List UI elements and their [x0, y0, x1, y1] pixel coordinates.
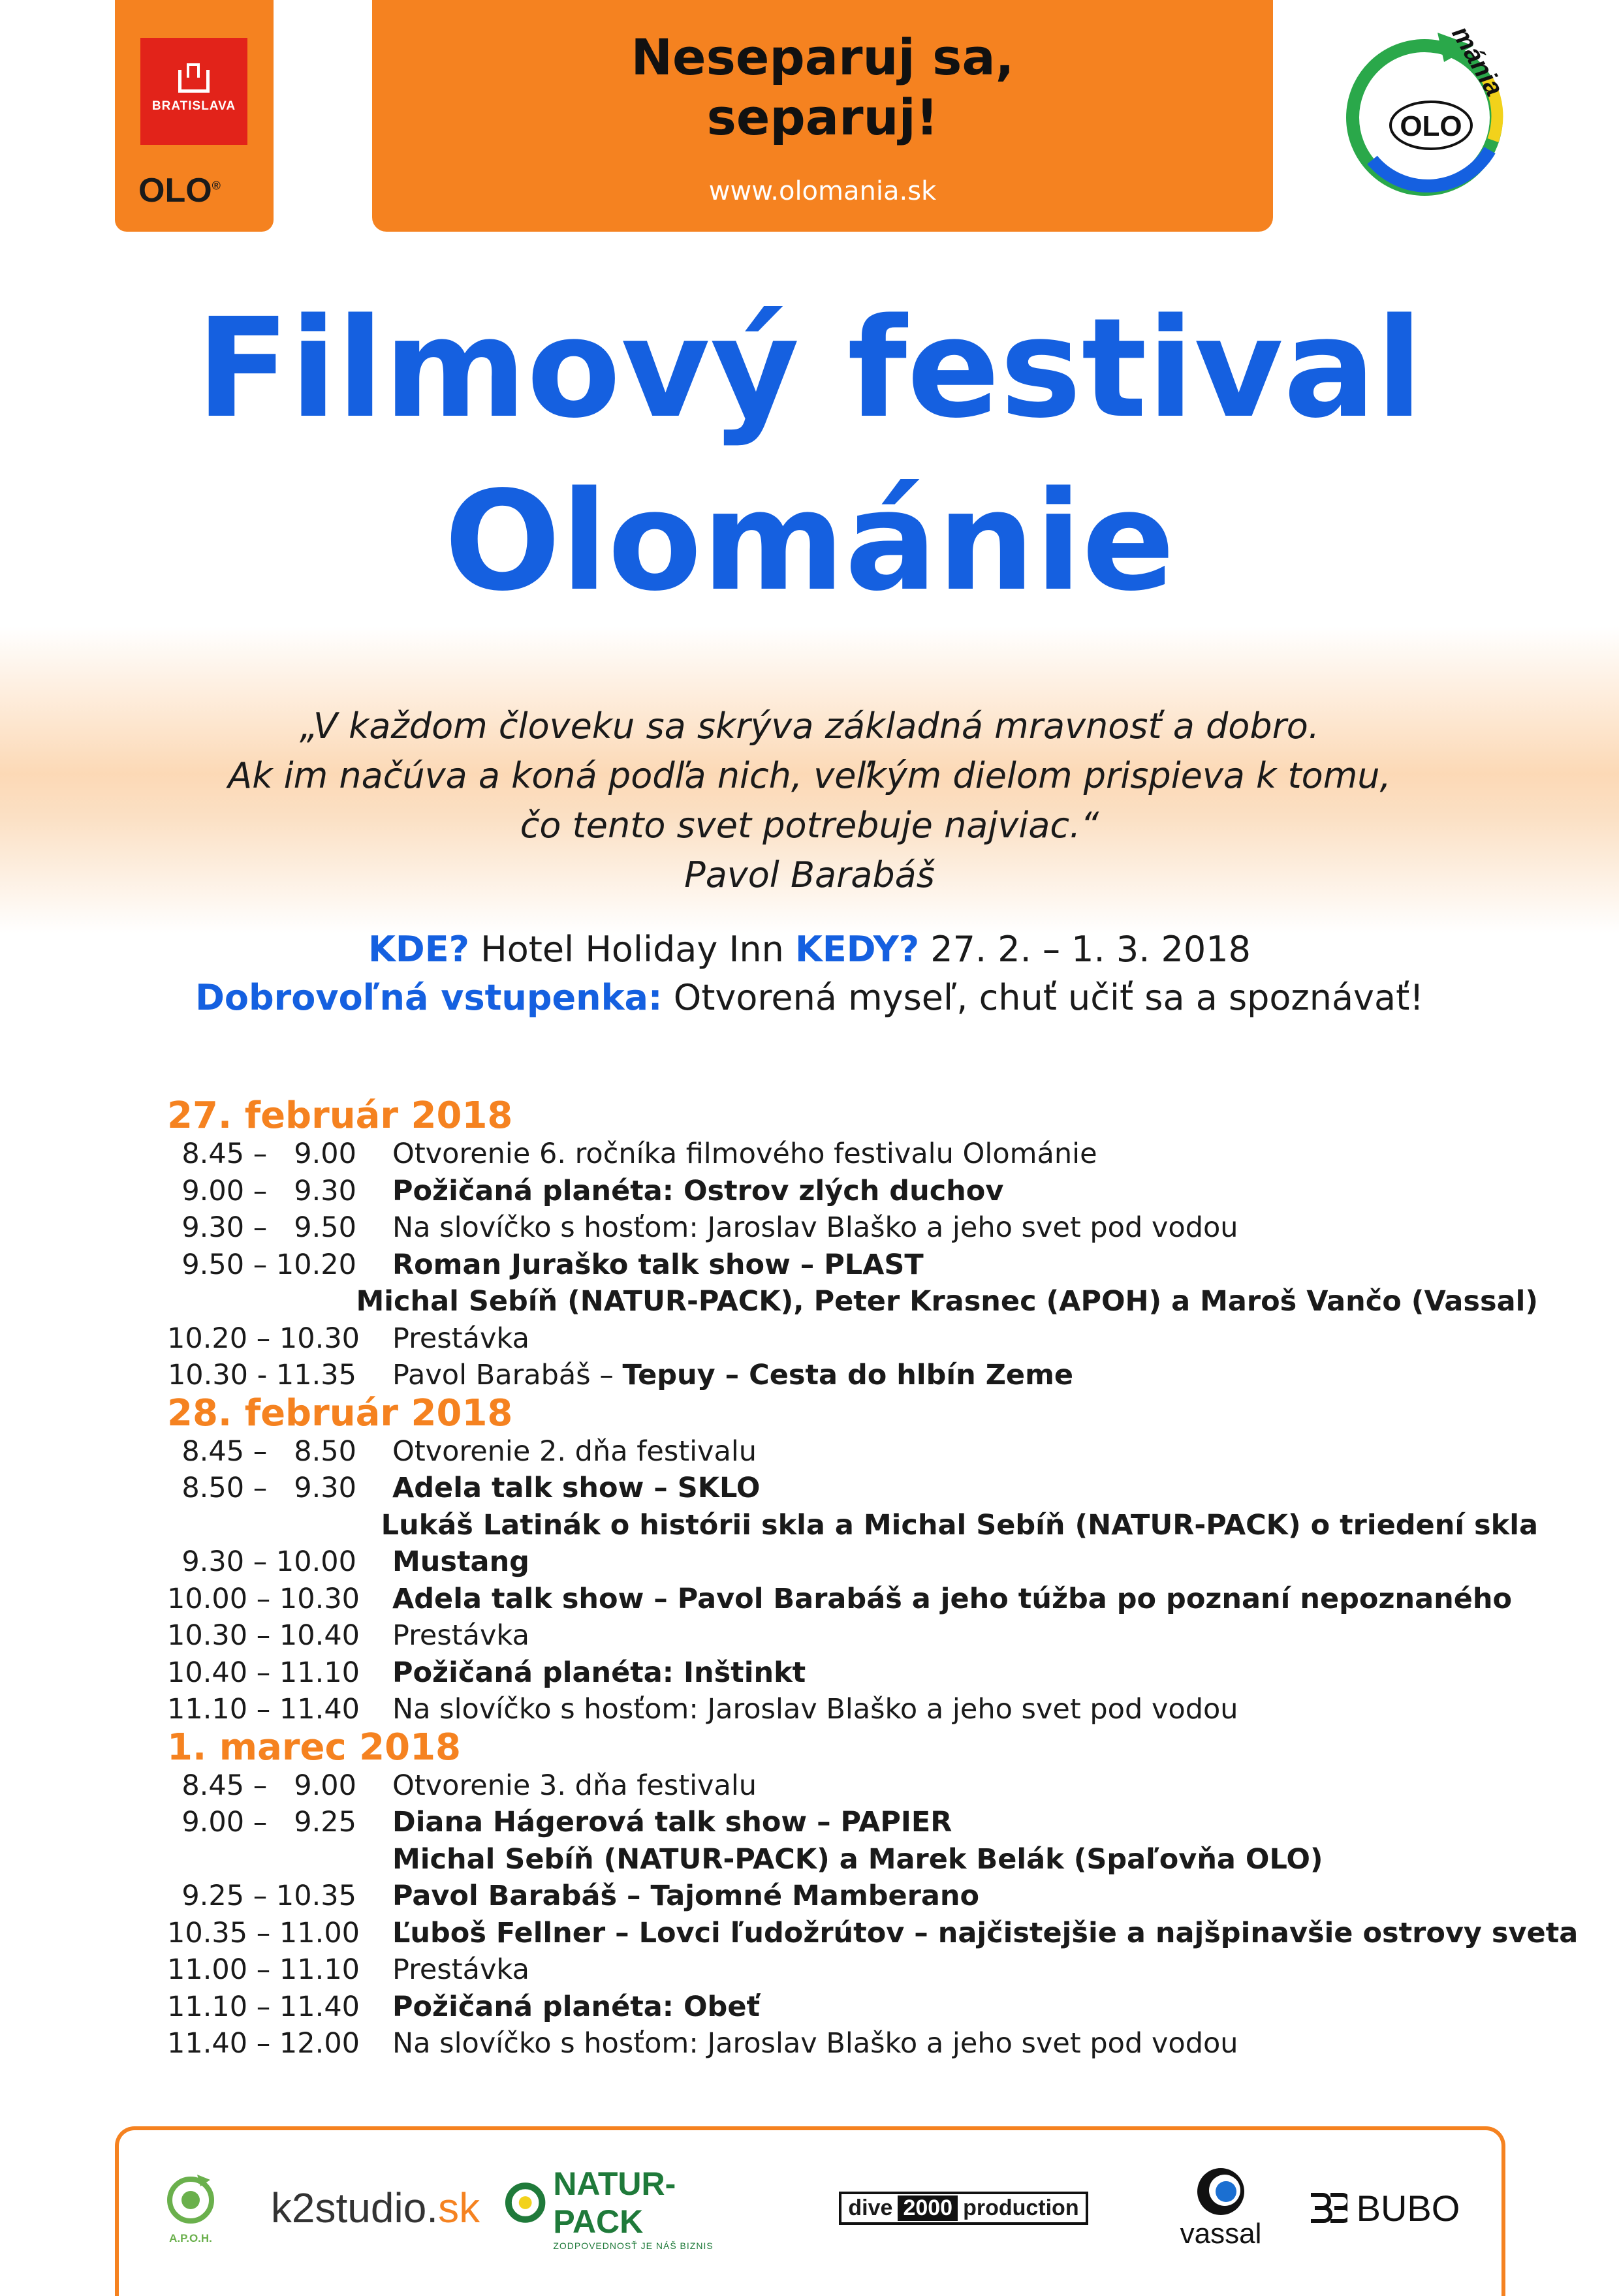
- schedule-program: [356, 1470, 760, 1507]
- schedule-row: [167, 1915, 1579, 1952]
- schedule-row: [167, 1136, 1538, 1173]
- schedule-time: 11.10 – 11.40: [167, 1693, 360, 1726]
- schedule-program-title: Na slovíčko s hosťom: Jaroslav Blaško a jeho svet pod vodou: [392, 1693, 1238, 1726]
- schedule-time: 11.10 – 11.40: [167, 1990, 360, 2023]
- schedule-program-title: Prestávka: [392, 1953, 529, 1986]
- slogan-banner: [372, 0, 1273, 232]
- vassal-logo: vassal: [1169, 2165, 1273, 2250]
- schedule-row: [167, 2025, 1538, 2062]
- schedule-row: [167, 1951, 1538, 1989]
- schedule-time: 10.30 - 11.35: [167, 1359, 356, 1391]
- schedule-program: [356, 1691, 1238, 1728]
- natur-pack-recycle-icon: [503, 2180, 548, 2226]
- schedule-day-heading: 1. marec 2018: [167, 1726, 462, 1769]
- bratislava-logo: [140, 38, 247, 145]
- schedule-program-title: Michal Sebíň (NATUR-PACK) a Marek Belák (Spaľovňa OLO): [392, 1842, 1323, 1876]
- schedule-program: [356, 1989, 760, 2026]
- schedule-program-speaker: Pavol Barabáš –: [392, 1359, 623, 1391]
- schedule-time: [167, 1841, 356, 1878]
- schedule-program-title: Michal Sebíň (NATUR-PACK), Peter Krasnec (APOH) a Maroš Vančo (Vassal): [356, 1285, 1538, 1318]
- schedule-program: [356, 1173, 1003, 1210]
- slogan: Neseparuj sa, separuj!: [631, 28, 1014, 146]
- schedule-program: [356, 1581, 1512, 1618]
- schedule-program: [356, 1878, 979, 1915]
- schedule-time: 9.00 – 9.25: [181, 1806, 356, 1838]
- schedule-row: [167, 1581, 1538, 1618]
- schedule-row: [167, 1989, 1538, 2026]
- schedule-program: [356, 2025, 1238, 2062]
- schedule-time: 11.00 – 11.10: [167, 1953, 360, 1986]
- schedule-program-title: Prestávka: [392, 1322, 529, 1355]
- schedule-time: 9.30 – 9.50: [181, 1211, 356, 1244]
- schedule-row: [167, 1320, 1538, 1357]
- schedule-time: 10.20 – 10.30: [167, 1322, 360, 1355]
- schedule-time: 10.40 – 11.10: [167, 1656, 360, 1689]
- schedule-program-title: Mustang: [392, 1545, 529, 1578]
- schedule-program: [356, 1320, 529, 1357]
- schedule-row: [167, 1433, 1538, 1470]
- schedule-program: [356, 1357, 1073, 1394]
- schedule-day-heading: 28. február 2018: [167, 1391, 513, 1435]
- schedule-row: [167, 1507, 1538, 1544]
- schedule-program: [356, 1767, 757, 1805]
- schedule-program: [356, 1209, 1238, 1247]
- schedule-program-title: Ľuboš Fellner – Lovci ľudožrútov – najčistejšie a najšpinavšie ostrovy sveta: [392, 1916, 1579, 1949]
- schedule-program: [356, 1654, 806, 1692]
- olo-logo-text: OLO®: [138, 172, 221, 209]
- schedule-program-title: Otvorenie 3. dňa festivalu: [392, 1769, 757, 1802]
- schedule-program-title: Adela talk show – Pavol Barabáš a jeho túžba po poznaní nepoznaného: [392, 1582, 1513, 1615]
- festival-title-line2: Olománie: [444, 461, 1175, 621]
- schedule-row: [167, 1617, 1538, 1654]
- venue-date: KDE? Hotel Holiday Inn KEDY? 27. 2. – 1. 3. 2018: [368, 929, 1251, 970]
- natur-pack-logo: NATUR-PACK ZODPOVEDNOSŤ JE NÁŠ BIZNIS: [503, 2165, 764, 2250]
- schedule-program: [356, 1804, 952, 1841]
- schedule-program-title: Požičaná planéta: Inštinkt: [392, 1656, 806, 1689]
- mania-logo-word: mánia: [1446, 21, 1509, 101]
- festival-title-line1: Filmový festival: [196, 288, 1423, 448]
- website-url[interactable]: www.olomania.sk: [708, 176, 937, 206]
- schedule-program: [345, 1507, 1538, 1544]
- schedule-row: [167, 1357, 1538, 1394]
- schedule-program: [356, 1247, 924, 1284]
- schedule-day-heading: 27. február 2018: [167, 1094, 513, 1137]
- schedule-row: [167, 1470, 1538, 1507]
- schedule-row: [167, 1247, 1538, 1284]
- schedule-program-title: Prestávka: [392, 1619, 529, 1652]
- bratislava-label: BRATISLAVA: [151, 99, 236, 113]
- schedule-program: [356, 1136, 1097, 1173]
- schedule-row: [167, 1691, 1538, 1728]
- schedule-row: [167, 1173, 1538, 1210]
- schedule-program-title: Adela talk show – SKLO: [392, 1472, 761, 1504]
- schedule-row: [167, 1209, 1538, 1247]
- schedule-time: 11.40 – 12.00: [167, 2027, 360, 2060]
- schedule-program-title: Otvorenie 6. ročníka filmového festivalu Olománie: [392, 1138, 1097, 1170]
- schedule-row: [167, 1841, 1538, 1878]
- olomania-logo: [1340, 20, 1509, 202]
- schedule-time: [167, 1507, 345, 1544]
- schedule-time: 8.45 – 9.00: [181, 1138, 356, 1170]
- schedule-program: [356, 1544, 529, 1581]
- schedule-program-title: Roman Juraško talk show – PLAST: [392, 1248, 924, 1281]
- schedule-program-title: Lukáš Latinák o histórii skla a Michal Sebíň (NATUR-PACK) o triedení skla: [381, 1508, 1538, 1542]
- schedule-program: [356, 1617, 529, 1654]
- bubo-logo: BUBO: [1296, 2165, 1472, 2250]
- schedule-time: [167, 1283, 321, 1320]
- schedule-program-title: Diana Hágerová talk show – PAPIER: [392, 1806, 952, 1838]
- schedule-time: 9.30 – 10.00: [181, 1545, 356, 1578]
- schedule-program: [356, 1915, 1578, 1952]
- schedule-time: 10.00 – 10.30: [167, 1582, 360, 1615]
- quote-author: Pavol Barabáš: [684, 854, 935, 895]
- schedule-program-title: Na slovíčko s hosťom: Jaroslav Blaško a jeho svet pod vodou: [392, 1211, 1238, 1244]
- schedule-row: [167, 1654, 1538, 1692]
- apoh-logo: A.P.O.H.: [151, 2165, 230, 2250]
- schedule-program-title: Tepuy – Cesta do hlbín Zeme: [622, 1359, 1074, 1391]
- quote: „V každom človeku sa skrýva základná mravnosť a dobro. Ak im načúva a koná podľa nich, veľkým dielom prispieva k tomu, čo tento svet potrebuje najviac.“ Pavol Barabáš: [0, 702, 1619, 900]
- schedule-time: 8.45 – 9.00: [181, 1769, 356, 1802]
- schedule-time: 8.50 – 9.30: [181, 1472, 356, 1504]
- schedule: [167, 1094, 1579, 2062]
- schedule-time: 8.45 – 8.50: [181, 1435, 356, 1468]
- schedule-time: 9.00 – 9.30: [181, 1174, 356, 1207]
- schedule-row: [167, 1283, 1538, 1320]
- schedule-time: 10.35 – 11.00: [167, 1916, 360, 1949]
- schedule-row: [167, 1804, 1538, 1841]
- schedule-program: [356, 1433, 757, 1470]
- schedule-program-title: Požičaná planéta: Ostrov zlých duchov: [392, 1174, 1004, 1207]
- schedule-program: [356, 1951, 529, 1989]
- ticket-info: Dobrovoľná vstupenka: Otvorená myseľ, chuť učiť sa a spoznávať!: [195, 977, 1424, 1018]
- schedule-program-title: Pavol Barabáš – Tajomné Mamberano: [392, 1880, 980, 1912]
- mania-logo-olo: OLO: [1400, 110, 1462, 142]
- schedule-program: [356, 1841, 1323, 1878]
- schedule-program-title: Požičaná planéta: Obeť: [392, 1990, 761, 2023]
- schedule-time: 10.30 – 10.40: [167, 1619, 360, 1652]
- vassal-swirl-icon: [1195, 2165, 1247, 2218]
- k2studio-logo: k2studio. sk: [270, 2184, 480, 2231]
- schedule-time: 9.25 – 10.35: [181, 1880, 356, 1912]
- schedule-row: [167, 1767, 1538, 1805]
- bubo-icon: [1308, 2190, 1347, 2226]
- schedule-time: 9.50 – 10.20: [181, 1248, 356, 1281]
- schedule-program-title: Na slovíčko s hosťom: Jaroslav Blaško a jeho svet pod vodou: [392, 2027, 1238, 2060]
- schedule-program-title: Otvorenie 2. dňa festivalu: [392, 1435, 757, 1468]
- dive-2000-logo: dive 2000 production: [794, 2165, 1133, 2250]
- schedule-row: [167, 1544, 1538, 1581]
- castle-icon: [178, 70, 210, 93]
- schedule-row: [167, 1878, 1538, 1915]
- schedule-program: [321, 1283, 1538, 1320]
- apoh-recycle-icon: [161, 2171, 220, 2229]
